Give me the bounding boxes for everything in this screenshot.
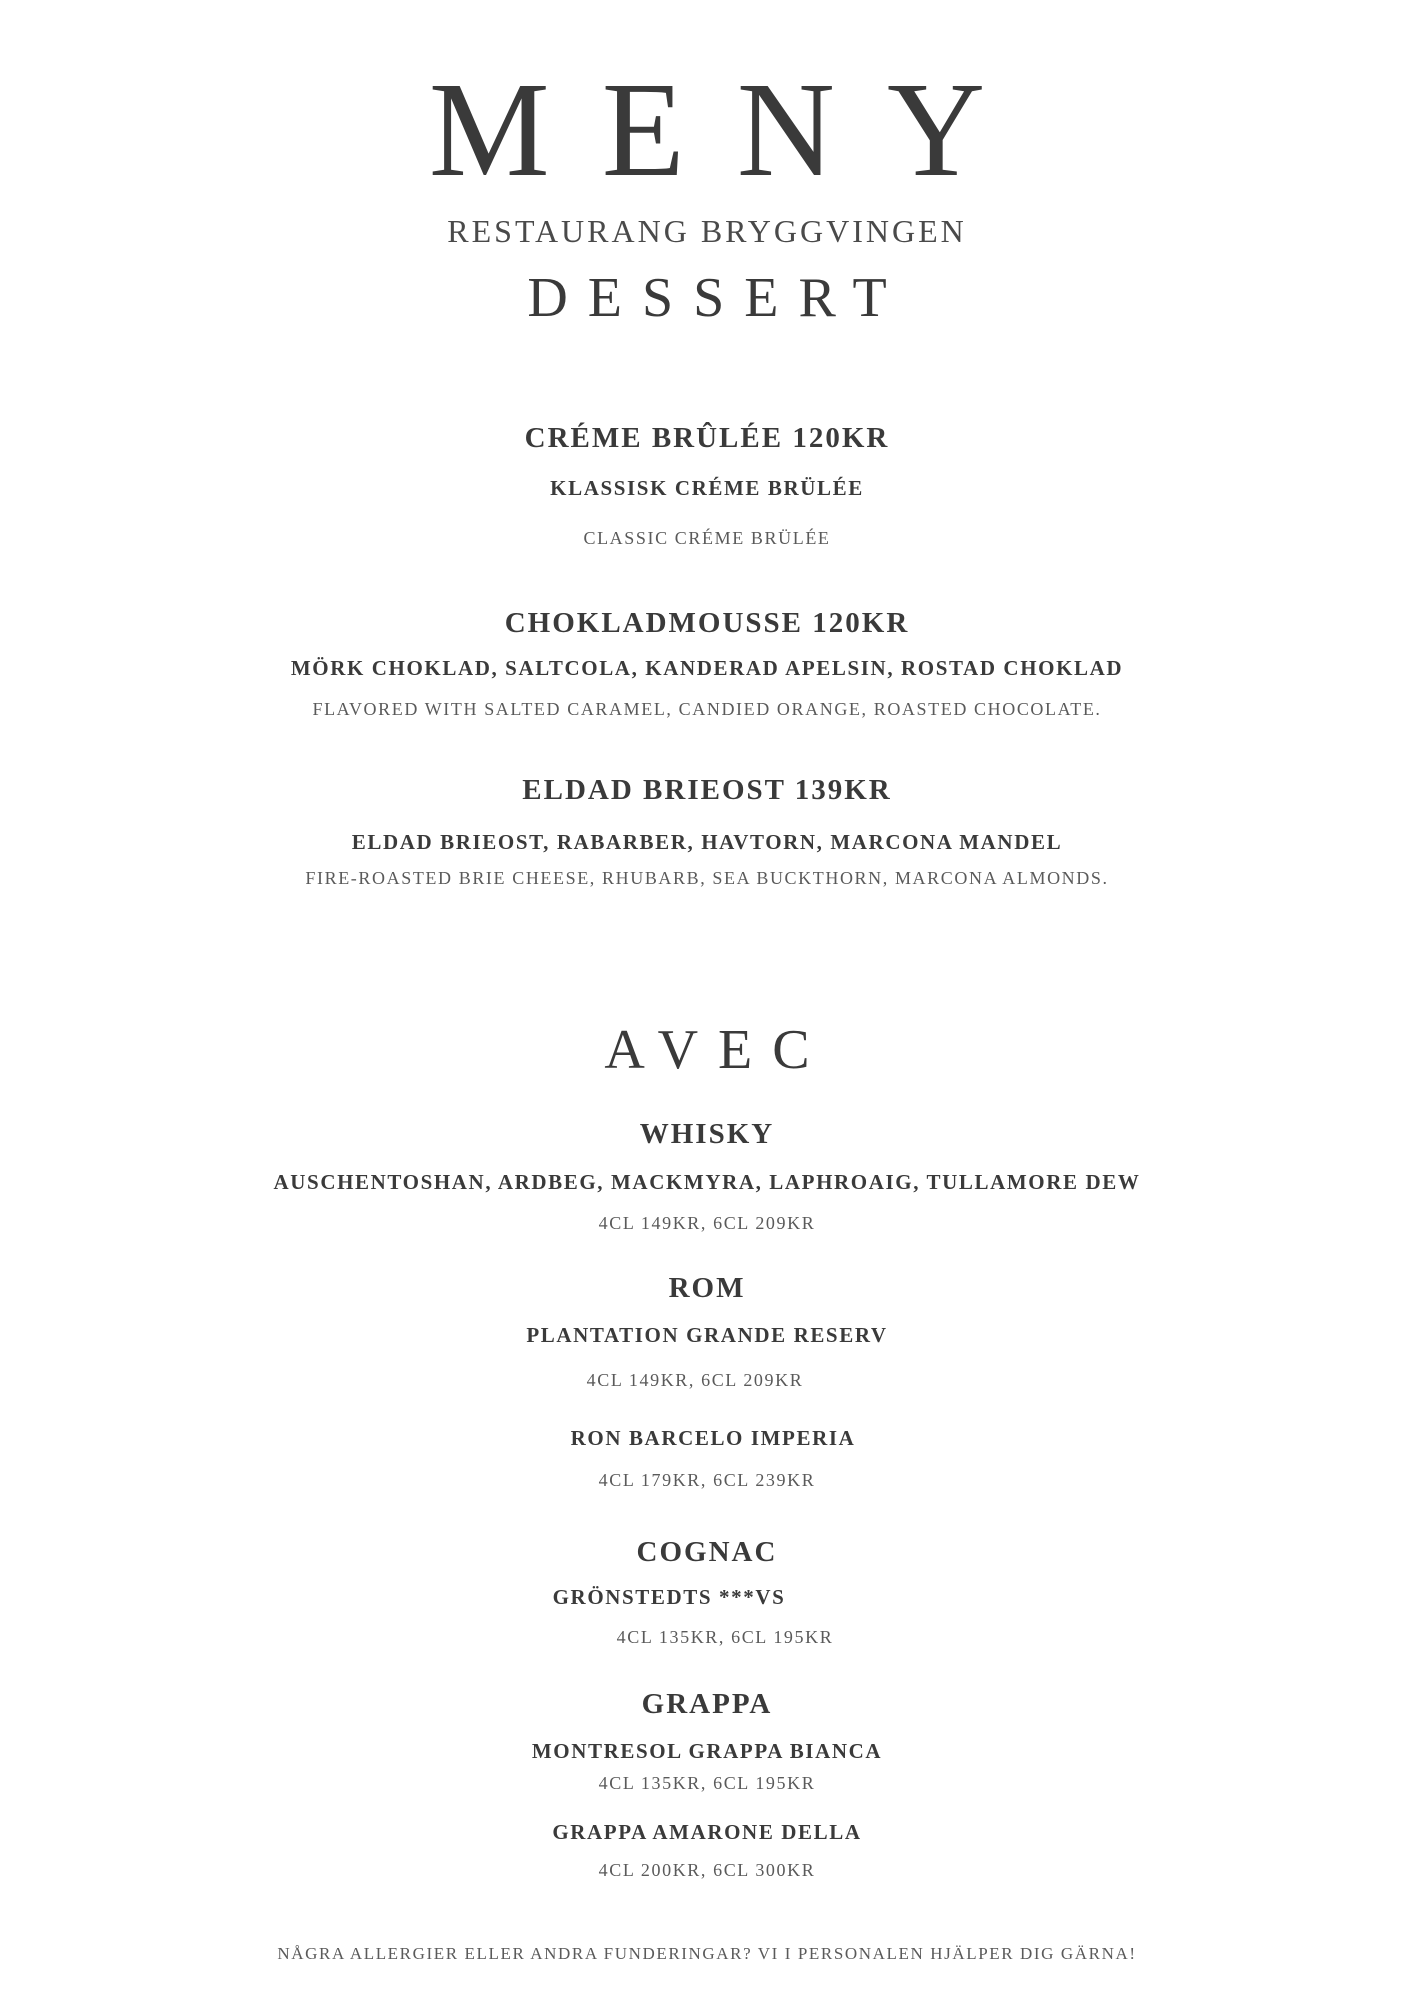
whisky-names: AUSCHENTOSHAN, ARDBEG, MACKMYRA, LAPHROAIG, TULLAMORE DEW <box>273 1170 1141 1194</box>
cognac-title: COGNAC <box>636 1536 778 1568</box>
restaurant-name: RESTAURANG BRYGGVINGEN <box>447 213 967 249</box>
cognac-item-price: 4CL 135KR, 6CL 195KR <box>616 1627 834 1647</box>
cognac-item-name: GRÖNSTEDTS ***VS <box>552 1585 786 1609</box>
dessert-item-english: FIRE-ROASTED BRIE CHEESE, RHUBARB, SEA BUCKTHORN, MARCONA ALMONDS. <box>305 868 1109 888</box>
dessert-item-name: ELDAD BRIEOST 139KR <box>522 774 892 806</box>
allergy-note: NÅGRA ALLERGIER ELLER ANDRA FUNDERINGAR? VI I PERSONALEN HJÄLPER DIG GÄRNA! <box>277 1944 1137 1963</box>
grappa-item-price: 4CL 200KR, 6CL 300KR <box>598 1860 816 1880</box>
dessert-item-name: CRÉME BRÛLÉE 120KR <box>524 422 890 454</box>
dessert-item-swedish: KLASSISK CRÉME BRÜLÉE <box>550 476 864 500</box>
grappa-item-name: GRAPPA AMARONE DELLA <box>552 1820 862 1844</box>
whisky-title: WHISKY <box>639 1118 775 1150</box>
dessert-item-english: CLASSIC CRÉME BRÜLÉE <box>583 528 831 548</box>
dessert-item-name: CHOKLADMOUSSE 120KR <box>504 607 910 639</box>
dessert-item-swedish: MÖRK CHOKLAD, SALTCOLA, KANDERAD APELSIN, ROSTAD CHOKLAD <box>290 656 1124 680</box>
dessert-item-swedish: ELDAD BRIEOST, RABARBER, HAVTORN, MARCONA MANDEL <box>351 830 1063 854</box>
grappa-item-price: 4CL 135KR, 6CL 195KR <box>598 1773 816 1793</box>
whisky-price: 4CL 149KR, 6CL 209KR <box>598 1213 816 1233</box>
rom-title: ROM <box>668 1272 746 1304</box>
grappa-title: GRAPPA <box>641 1688 773 1720</box>
menu-title: MENY <box>428 55 1038 205</box>
avec-section-title: AVEC <box>604 1019 830 1081</box>
grappa-item-name: MONTRESOL GRAPPA BIANCA <box>531 1739 883 1763</box>
dessert-section-title: DESSERT <box>527 267 907 329</box>
rom-item-name: PLANTATION GRANDE RESERV <box>526 1323 888 1347</box>
rom-item-price: 4CL 149KR, 6CL 209KR <box>586 1370 804 1390</box>
rom-item-name: RON BARCELO IMPERIA <box>570 1426 856 1450</box>
rom-item-price: 4CL 179KR, 6CL 239KR <box>598 1470 816 1490</box>
dessert-item-english: FLAVORED WITH SALTED CARAMEL, CANDIED ORANGE, ROASTED CHOCOLATE. <box>312 699 1102 719</box>
